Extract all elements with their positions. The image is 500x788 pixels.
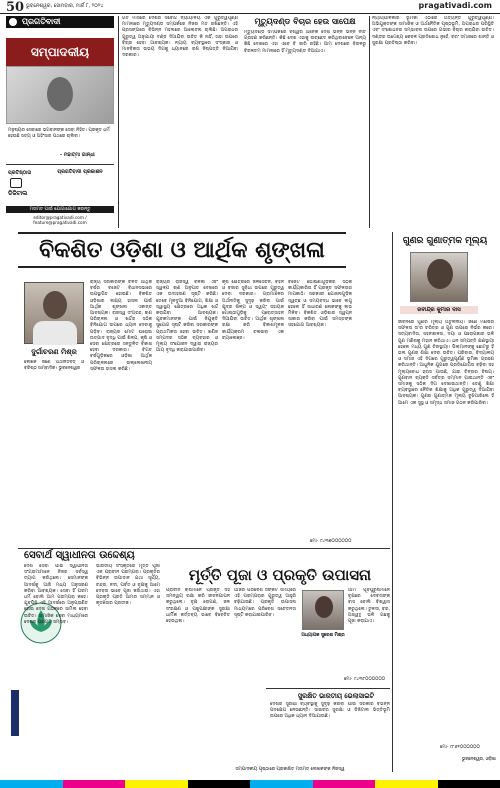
top-bar xyxy=(0,0,500,14)
quote-author: - ମହାତ୍ମା ଗାନ୍ଧୀ xyxy=(60,152,95,158)
bottom-left-text: ଦେଶ ସେବା ପାଇଁ ସ୍ୱାଧୀନତା ସଂଗ୍ରାମୀମାନେ ନିଜର ସର୍ବସ୍ୱ ତ୍ୟାଗ କରିଥିଲେ। ସେମାନଙ୍କ ଆଦର୍ଶକୁ ଆଜି ମଧ୍ୟ ଅନୁସରଣ କରିବା ଆବଶ୍ୟକ। ସେବା ହିଁ ପରମ ଧର୍ମ ବୋଲି ଆମ ପରମ୍ପରା କହେ। ଯୁବପିଢ଼ି ଏହି ଆଦର୍ଶରେ ଅନୁପ୍ରାଣିତ ହୋଇ ଦେଶ ଗଠନରେ ସାମିଲ ହେବା ଉଚିତ। ସାମାଜିକ ସେବା ମାଧ୍ୟମରେ ଦେଶର ପ୍ରଗତି ସମ୍ଭବ। xyxy=(24,564,88,625)
dateline: ଭୁବନେଶ୍ୱର, ସୋମବାର, ମାର୍ଚ୍ଚ ୮, ୨୦୨୪ xyxy=(26,3,104,9)
side-label-bar xyxy=(11,690,19,736)
divider xyxy=(118,16,119,228)
puja-col2: ପ୍ରାଚୀନ ଋଷିମାନେ ପ୍ରକୃତି ସହ ସମନ୍ୱୟ ରକ୍ଷା କରି ଜୀବନଯାପନ କରୁଥିଲେ। ବୃକ୍ଷ ରୋପଣ, ଜଳ ସଂରକ୍ଷଣ ଓ ପଶୁପକ୍ଷୀଙ୍କ ସୁରକ୍ଷା ଧାର୍ମିକ କର୍ତ୍ତବ୍ୟ ଭାବେ ବିବେଚିତ ହେଉଥିଲା। xyxy=(166,588,230,625)
founder-name: ପ୍ରଗତିବାଦୀ ପ୍ରକାଶନ xyxy=(57,169,103,175)
main-headline xyxy=(18,232,346,268)
quote-text: ମନୁଷ୍ୟର ସେବାରେ ଭଗବାନଙ୍କ ସେବା ନିହିତ। ପ୍ରକୃତ ଧର୍ମ ହେଉଛି ସତ୍ୟ ଓ ଅହିଂସାର ପଥରେ ଚାଲିବା। xyxy=(8,128,110,139)
main-col1: ରାଜ୍ୟ ସରକାରଙ୍କ ଚଳିତ ଆର୍ଥିକ ବର୍ଷର ବଜେଟ ବିଧାନସଭାରେ ଉପସ୍ଥାପିତ ହୋଇଛି। ବିକଶିତ ଓଡ଼ିଶାର ଲକ୍ଷ୍ୟ ହାସଲ ପାଇଁ ଆର୍ଥିକ ଶୃଙ୍ଖଳା ଏକାନ୍ତ ଆବଶ୍ୟକ। ରାଜସ୍ୱ ସଂଗ୍ରହ, ଋଣ ପରିଚାଳନା ଓ ଖର୍ଚ୍ଚର ସଠିକ ବିନିଯୋଗ ଉପରେ ଧ୍ୟାନ ଦେବାକୁ ପଡ଼ିବ। ରାଜ୍ୟର ମୋଟ ଘରୋଇ ଉତ୍ପାଦ ବୃଦ୍ଧି ପାଇଁ ଶିଳ୍ପ, କୃଷି ଓ ସେବା କ୍ଷେତ୍ରରେ ସନ୍ତୁଳିତ ବିକାଶ ହେବା ଦରକାର। ବିଗତ ବର୍ଷଗୁଡ଼ିକରେ ଓଡ଼ିଶା ଆର୍ଥିକ ପରିଚାଳନାରେ ଉଲ୍ଲେଖନୀୟ ସଫଳତା ହାସଲ କରିଛି। xyxy=(90,280,152,372)
top-article-headline: ମୃତ୍ୟୁଦଣ୍ଡ ବିଚାର ହେଉ ସାପେକ୍ଷ xyxy=(254,16,356,26)
puja-author-photo xyxy=(302,590,344,630)
color-registration-bar xyxy=(0,780,500,788)
right-panel-author: ରବୀନ୍ଦ୍ର କୁମାର ଦାସ xyxy=(400,306,478,314)
top-article-col1: ଗତ ମାସରେ ଦେଶର ସର୍ବୋଚ୍ଚ ନ୍ୟାୟାଳୟ ଏକ ଗୁରୁତ୍ୱପୂର୍ଣ୍ଣ ମାମଲାରେ ମୃତ୍ୟୁଦଣ୍ଡ ସମ୍ପର୍କରେ ନିଜର ମତ ରଖିଛନ୍ତି। ଏହି ପ୍ରସଙ୍ଗରେ ବିଭିନ୍ନ ମହଲରେ ଆଲୋଚନା ଚାଲିଛି। ଅପରାଧର ଗୁରୁତ୍ୱ ଅନୁଯାୟୀ ଦଣ୍ଡ ଦିଆଯିବା ଉଚିତ କି ନାହିଁ, ତାହା ଉପରେ ବିଚାର ହେବା ଆବଶ୍ୟକ। ନ୍ୟାୟ ବ୍ୟବସ୍ଥାରେ ସଂସ୍କାର ଓ ମାନବିକତା ଉଭୟ ଦିଗକୁ ଧ୍ୟାନରେ ରଖି ନିଷ୍ପତ୍ତି ନିଆଯିବା ଦରକାର। xyxy=(122,16,238,59)
puja-col3: ଆଜିର ପରିବେଶ ସଙ୍କଟ ସମୟରେ ଏହି ପରମ୍ପରାର ଗୁରୁତ୍ୱ ଆହୁରି ବଢ଼ିଯାଇଛି। ପ୍ରକୃତି ଉପାସନା ମାଧ୍ୟମରେ ପରିବେଶ ସଚେତନତା ସୃଷ୍ଟି କରାଯାଇପାରିବ। xyxy=(234,588,296,618)
footer-note: ସମ୍ପାଦକୀୟ ପୃଷ୍ଠାରେ ପ୍ରକାଶିତ ମତାମତ ଲେଖକଙ୍କ ନିଜସ୍ୱ xyxy=(235,767,345,772)
anniversary-logo: 50 xyxy=(6,0,25,15)
right-panel-text: ଜୀବନରେ ଗୁଣର ମୂଲ୍ୟ ଅତୁଳନୀୟ। ଜଣେ ମଣିଷର ସଫଳତା ତା'ର ଚରିତ୍ର ଓ ଗୁଣ ଉପରେ ନିର୍ଭର କରେ। ସତ୍ୟବାଦିତା, ସହନଶୀଳତା, ଦୟା ଓ ପରୋପକାର ଭଳି ଗୁଣ ମଣିଷକୁ ମହାନ କରିଥାଏ। ଧନ ସମ୍ପତ୍ତି କ୍ଷଣସ୍ଥାୟୀ ହେଲେ ମଧ୍ୟ ଗୁଣ ଚିରସ୍ଥାୟୀ। ପିଲାମାନଙ୍କୁ ଛୋଟରୁ ହିଁ ଭଲ ଗୁଣର ଶିକ୍ଷା ଦେବା ଉଚିତ। ପରିବାର, ବିଦ୍ୟାଳୟ ଓ ସମାଜ ଏହି ଦିଗରେ ଗୁରୁତ୍ୱପୂର୍ଣ୍ଣ ଭୂମିକା ଗ୍ରହଣ କରିଥାନ୍ତି। ଆଧୁନିକ ଯୁଗରେ ପ୍ରତିଯୋଗିତା ବଢ଼ିବା ସହ ମୂଲ୍ୟବୋଧ ହ୍ରାସ ପାଉଛି, ଯାହା ଚିନ୍ତାର ବିଷୟ। ଗୁଣବାନ ବ୍ୟକ୍ତି ସର୍ବତ୍ର ସମ୍ମାନ ପାଇଥାନ୍ତି ଏବଂ ସମାଜକୁ ସଠିକ ଦିଗ ଦେଖାଇଥାନ୍ତି। ତେଣୁ ଶିକ୍ଷା ବ୍ୟବସ୍ଥାରେ ନୈତିକ ଶିକ୍ଷାକୁ ଅଧିକ ଗୁରୁତ୍ୱ ଦିଆଯିବା ଆବଶ୍ୟକ। ଗୁଣର ଗୁଣାତ୍ମକ ମୂଲ୍ୟ ବୁଝିପାରିଲେ ହିଁ ଆମେ ଏକ ସୁସ୍ଥ ଓ ସମୃଦ୍ଧ ସମାଜ ଗଠନ କରିପାରିବା। xyxy=(398,320,494,406)
main-col4: ବଜେଟ ଘୋଷଣାଗୁଡ଼ିକର ସଠିକ କାର୍ଯ୍ୟକାରିତା ହିଁ ପ୍ରକୃତ ସଫଳତାର ମାପକାଠି। ସରକାରୀ ଯୋଜନାଗୁଡ଼ିକ ସ୍ୱଚ୍ଛ ଓ ସମୟବଦ୍ଧ ଭାବେ ଲାଗୁ ହେଲେ ହିଁ ସାଧାରଣ ଲୋକଙ୍କୁ ଲାଭ ମିଳିବ। ବିକଶିତ ଓଡ଼ିଶାର ସ୍ୱପ୍ନ ସାକାର କରିବା ପାଇଁ ସମସ୍ତଙ୍କ ସହଯୋଗ ଆବଶ୍ୟକ। xyxy=(288,280,352,329)
book-icon xyxy=(10,178,22,188)
contact-email[interactable]: editor@pragativadi.com / feature@pragativadi.com xyxy=(33,215,87,225)
main-end: ମୋ- ୯୪୩୭୦୦୦୦୦୦ xyxy=(310,539,352,544)
founder-label: ପ୍ରତିଷ୍ଠାତା xyxy=(8,170,32,176)
puja-end: ମୋ- ୯୪୩୮୦୦୦୦୦୦ xyxy=(344,677,386,682)
gandhi-photo xyxy=(6,66,114,124)
main-headline-text: ବିକଶିତ ଓଡ଼ିଶା ଓ ଆର୍ଥିକ ଶୃଙ୍ଖଳା xyxy=(39,237,325,263)
puja-col1: ଭାରତୀୟ ସଂସ୍କୃତିରେ ମୂର୍ତ୍ତି ପୂଜା ଏକ ପ୍ରାଚୀନ ପରମ୍ପରା। ପ୍ରକୃତିର ବିଭିନ୍ନ ଉପାଦାନ ଯଥା ସୂର୍ଯ୍ୟ, ଚନ୍ଦ୍ର, ନଦୀ, ପର୍ବତ ଓ ବୃକ୍ଷକୁ ଆମେ ଦେବତା ଭାବେ ପୂଜା କରିଥାଉ। ଏହା ପ୍ରକୃତି ପ୍ରତି ଆମର ସମ୍ମାନ ଓ କୃତଜ୍ଞତାର ପ୍ରତୀକ। xyxy=(96,564,160,607)
right-panel-end: ମୋ- ୯୮୬୧୦୦୦୦୦୦ xyxy=(440,745,480,750)
divider xyxy=(266,688,390,689)
puja-author: ଅଧ୍ୟାପକ ସୁରେଶ ମିଶ୍ର xyxy=(301,633,345,638)
logo-icon xyxy=(9,18,17,26)
main-col2: ରାଜ୍ୟର ରାଜସ୍ୱ ବଳକା ଏବଂ ସ୍ୱଳ୍ପ ଋଣ ଅନୁପାତ ଦେଶରେ ଏକ ଉଦାହରଣ ସୃଷ୍ଟି କରିଛି। ତେବେ ମୂଳଦୁଆ ବିନିଯୋଗ, ଶିକ୍ଷା ଓ ସ୍ୱାସ୍ଥ୍ୟ କ୍ଷେତ୍ରରେ ଅଧିକ ଖର୍ଚ୍ଚ କରାଯିବା ଆବଶ୍ୟକ। ଯୁବକମାନଙ୍କ ପାଇଁ ନିଯୁକ୍ତି ସୁଯୋଗ ସୃଷ୍ଟି କରିବା ସରକାରଙ୍କ ପ୍ରାଥମିକତା ହେବା ଉଚିତ। ଖଣିଜ ସମ୍ପଦର ସଠିକ ବ୍ୟବହାର ଓ ମୂଲ୍ୟ ସଂଯୋଜନ ଦ୍ୱାରା ରାଜ୍ୟର ଆୟ ବୃଦ୍ଧି କରାଯାଇପାରିବ। xyxy=(156,280,218,354)
footer-right: ଭୁବନେଶ୍ୱର, ଓଡ଼ିଶା xyxy=(461,757,496,762)
site-url[interactable]: pragativadi.com xyxy=(418,1,492,10)
top-article-col3: ନ୍ୟାୟପାଳିକାର ଭୂମିକା ଏଠାରେ ଅତ୍ୟନ୍ତ ଗୁରୁତ୍ୱପୂର୍ଣ୍ଣ। ଅଭିଯୁକ୍ତଙ୍କ ସାମାଜିକ ଓ ଅର୍ଥନୈତିକ ପୃଷ୍ଠଭୂମି, ଅପରାଧର ପରିସ୍ଥିତି ଏବଂ ସଂଶୋଧନର ସମ୍ଭାବନା ଉପରେ ଗଭୀର ବିଚାର କରାଯିବା ଉଚିତ। ଦଣ୍ଡର ଉଦ୍ଦେଶ୍ୟ କେବଳ ପ୍ରତିଶୋଧ ନୁହେଁ, ବରଂ ସମାଜରେ ଶାନ୍ତି ଓ ସୁରକ୍ଷା ପ୍ରତିଷ୍ଠା କରିବା। xyxy=(372,16,494,46)
puja-col4: ଆମ ପୂର୍ବପୁରୁଷମାନେ ବୃକ୍ଷରେ ଦେବତାଙ୍କ ବାସ ବୋଲି ବିଶ୍ୱାସ କରୁଥିଲେ। ତୁଳସୀ, ବର, ଅଶ୍ୱତ୍ଥ ଭଳି ଗଛକୁ ପୂଜା କରାଯାଏ। xyxy=(348,588,390,625)
right-panel-photo xyxy=(410,252,468,302)
author-name: ଦୁର୍ଗାଚରଣ ମିଶ୍ର xyxy=(31,348,77,356)
puja-headline: ମୂର୍ତ୍ତି ପୂଜା ଓ ପ୍ରକୃତି ଉପାସନା xyxy=(188,566,372,584)
top-article-col2: ମୃତ୍ୟୁଦଣ୍ଡ ସମ୍ପର୍କରେ ବିଶ୍ୱର ଅନେକ ଦେଶ ଭିନ୍ନ ଭିନ୍ନ ନୀତି ଗ୍ରହଣ କରିଛନ୍ତି। କିଛି ଦେଶ ଏହାକୁ ଉଚ୍ଛେଦ କରିଥିବାବେଳେ ଅନ୍ୟ କିଛି ଦେଶରେ ଏହା ଏବେ ବି ଜାରି ରହିଛି। ଆମ ଦେଶରେ ବିରଳରୁ ବିରଳତମ ମାମଲାରେ ହିଁ ମୃତ୍ୟୁଦଣ୍ଡ ଦିଆଯାଏ। xyxy=(244,30,366,54)
digital-label: ଡିଜିଟାଲ xyxy=(8,190,28,197)
author-desc: ଲେଖକ ଜଣେ ଅର୍ଥନୀତିବିତ୍ ଓ ବରିଷ୍ଠ ସାମ୍ବାଦିକ। ଭୁବନେଶ୍ୱର xyxy=(24,360,84,372)
author-photo xyxy=(24,282,84,344)
contact-bar: ମତାମତ ପାଇଁ ଯୋଗାଯୋଗ କରନ୍ତୁ xyxy=(6,206,114,213)
right-panel-title: ଗୁଣର ଗୁଣାତ୍ମକ ମୂଲ୍ୟ xyxy=(402,236,488,246)
masthead xyxy=(6,16,114,28)
main-col3: କୃଷି କ୍ଷେତ୍ରରେ ଜଳସେଚନ, ବିହନ ଓ ବଜାର ସୁବିଧା ଉପରେ ଗୁରୁତ୍ୱ ଦେବା ଦରକାର। ଗ୍ରାମାଞ୍ଚଳର ଅର୍ଥନୀତିକୁ ସୁଦୃଢ଼ କରିବା ପାଇଁ କ୍ଷୁଦ୍ର ଶିଳ୍ପ ଓ ସ୍ୱୟଂ ସହାୟକ ଗୋଷ୍ଠୀଗୁଡ଼ିକୁ ପ୍ରୋତ୍ସାହନ ଦିଆଯିବା ଉଚିତ। ଆର୍ଥିକ ଶୃଙ୍ଖଳା ରକ୍ଷା କରି ବିକାଶମୂଳକ କାର୍ଯ୍ୟକ୍ରମ ଚଳାଇବା ଏକ ଚ୍ୟାଲେଞ୍ଜ। xyxy=(222,280,284,341)
sub-article-text: ଦେଶର ସୁରକ୍ଷା ବ୍ୟବସ୍ଥାକୁ ସୁଦୃଢ଼ କରିବା ପାଇଁ ସରକାର ବିଭିନ୍ନ ପଦକ୍ଷେପ ନେଉଛନ୍ତି। ସାଇବର ସୁରକ୍ଷା ଓ ଡିଜିଟାଲ ଭିତ୍ତିଭୂମି ଉପରେ ଅଧିକ ଧ୍ୟାନ ଦିଆଯାଉଛି। xyxy=(270,702,390,720)
section-title: ସମ୍ପାଦକୀୟ xyxy=(6,38,114,66)
divider xyxy=(18,548,390,549)
divider xyxy=(392,232,393,772)
masthead-title: ପ୍ରଗତିବାଦୀ xyxy=(22,17,61,26)
bottom-left-title: ସେବାର୍ଥ ସ୍ୱାଧୀନତା ଉଦ୍ଦେଶ୍ୟ xyxy=(24,550,135,561)
sub-article-headline: ସୁରକ୍ଷିତ ଭାରତୀୟ ଭେଲାସାଇଟି xyxy=(297,692,375,700)
divider xyxy=(369,16,370,228)
